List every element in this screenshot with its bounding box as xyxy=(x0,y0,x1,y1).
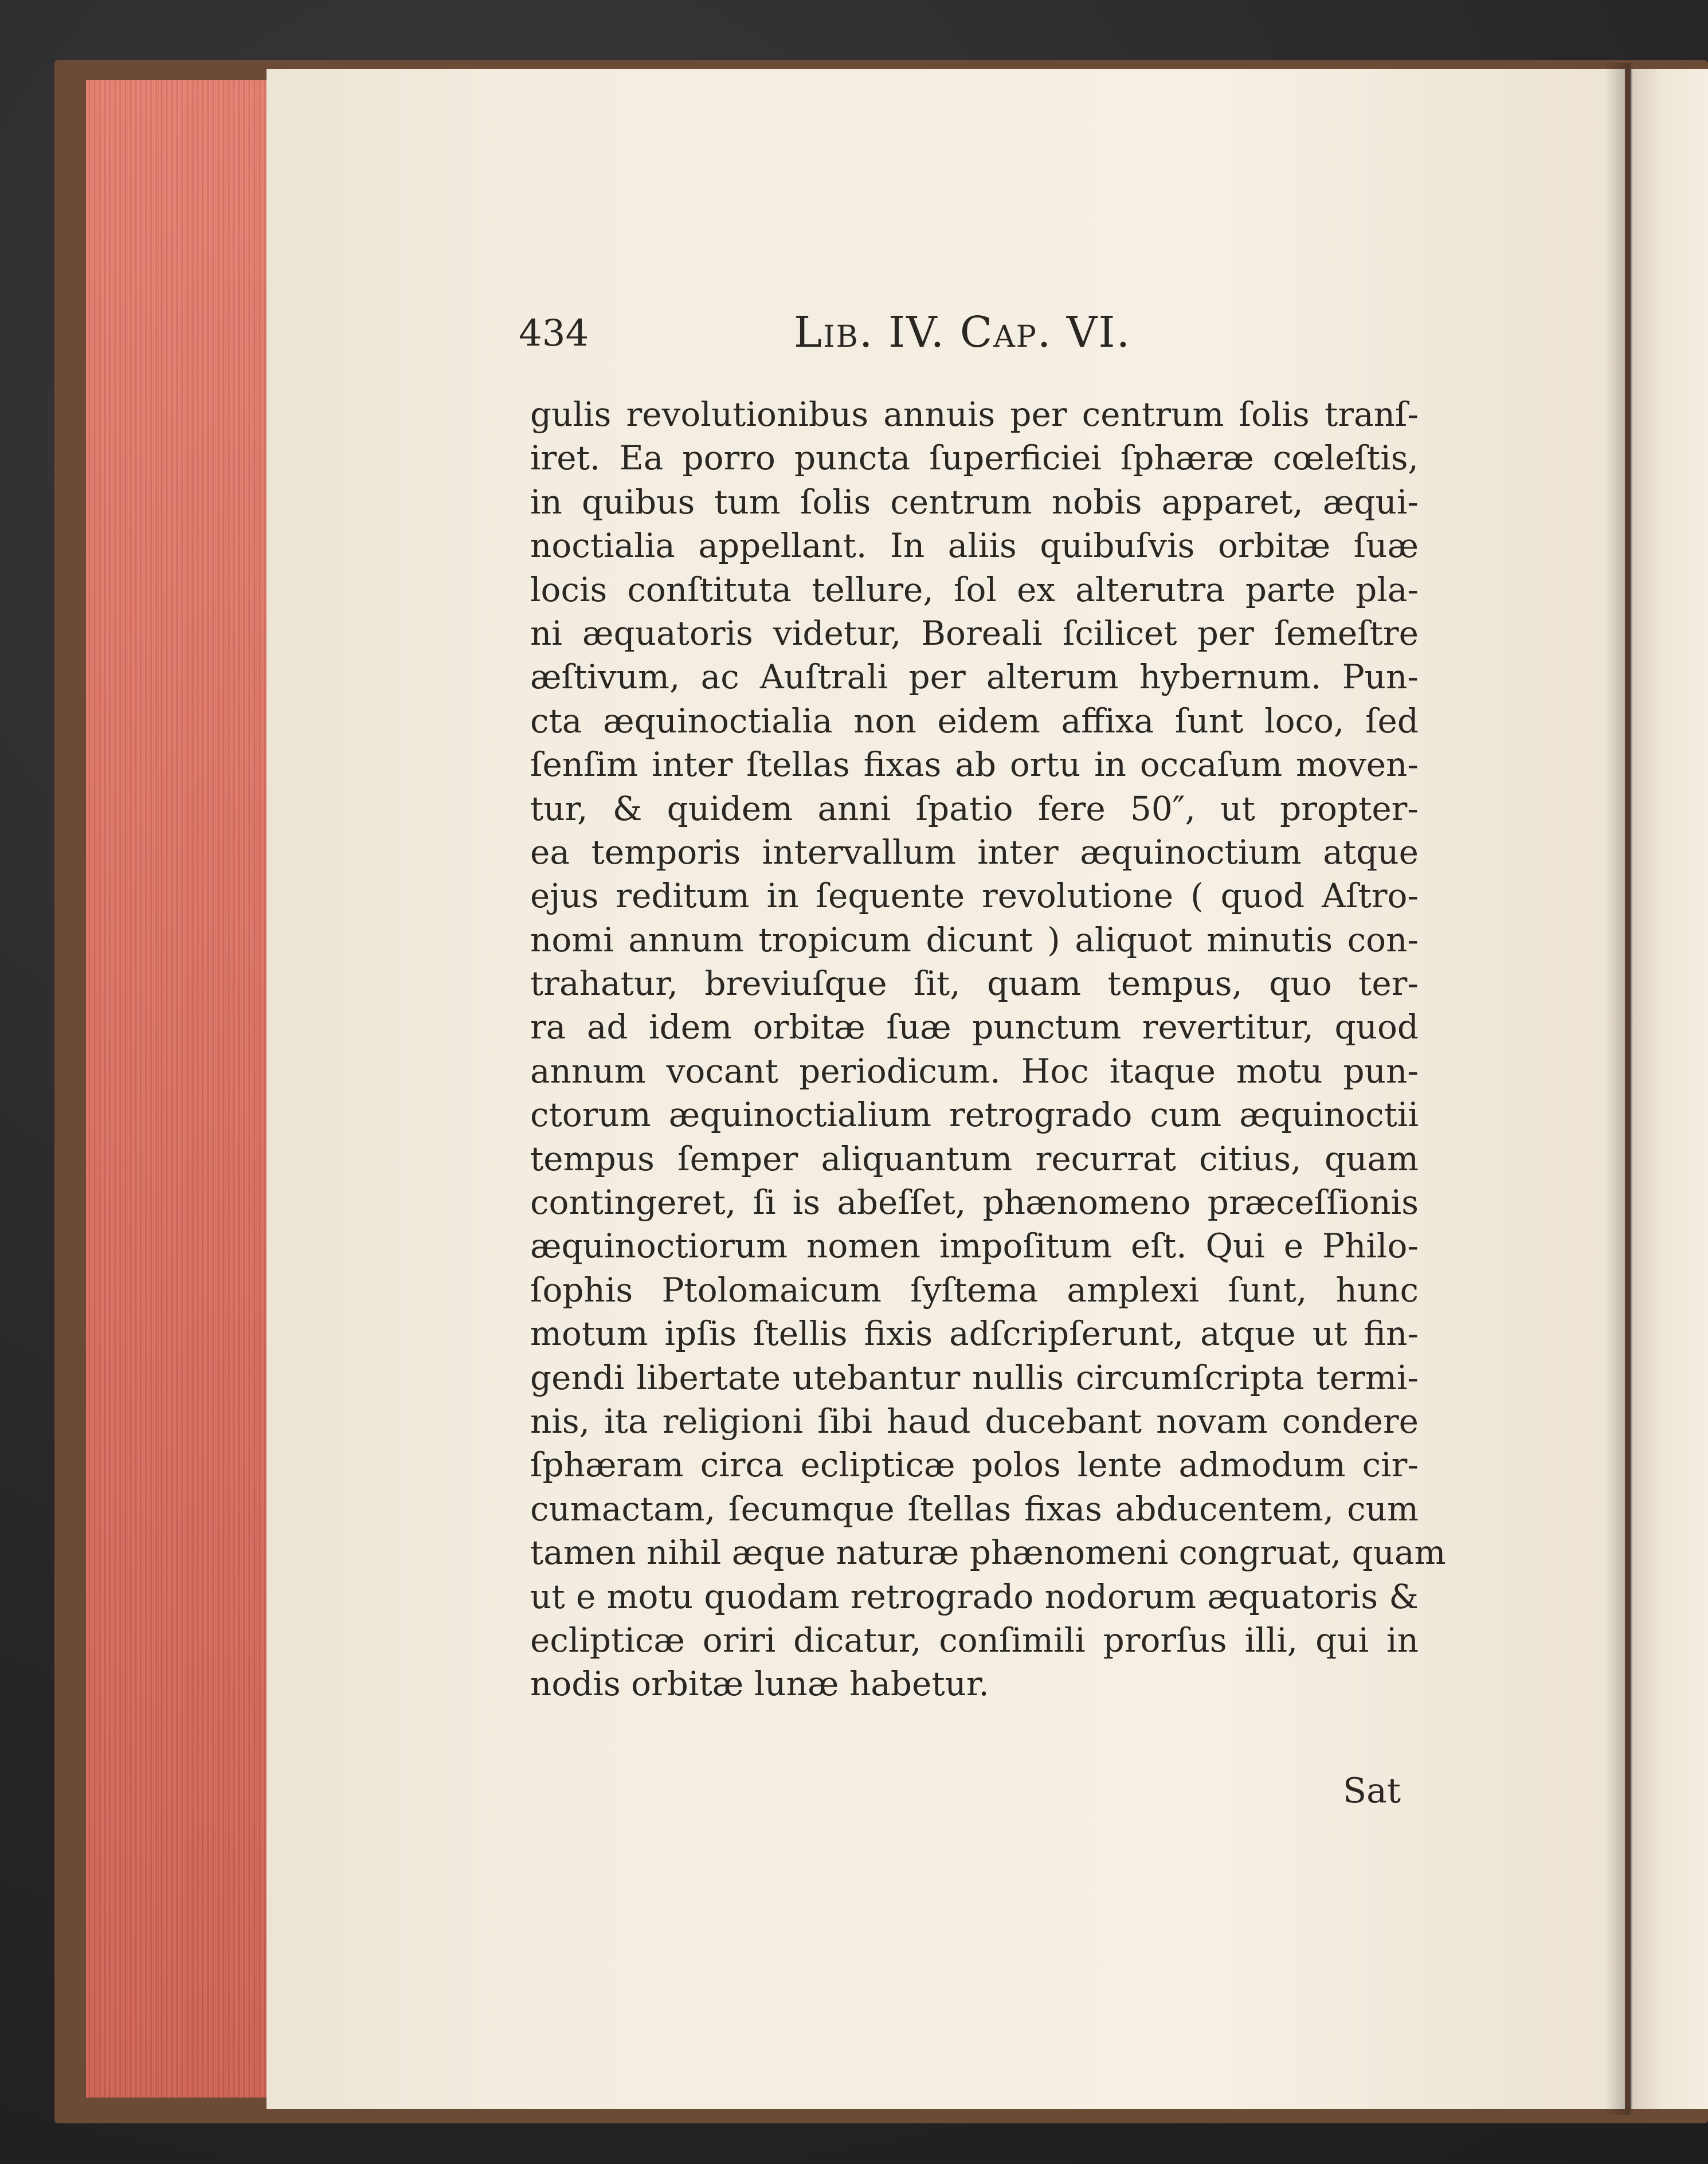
running-head: Lib. IV. Cap. VI. xyxy=(794,308,1131,357)
text-line: motum ipſis ſtellis fixis adſcripſerunt, atque ut fin- xyxy=(530,1314,1419,1354)
body-text xyxy=(530,393,1446,1706)
page-number: 434 xyxy=(519,312,589,355)
text-line: locis conſtituta tellure, ſol ex alterutra parte pla- xyxy=(530,570,1419,609)
text-line: ſenſim inter ſtellas fixas ab ortu in occaſum moven- xyxy=(530,745,1419,785)
text-line: tur, & quidem anni ſpatio fere 50″, ut propter- xyxy=(530,789,1419,828)
text-line: trahatur, breviuſque ſit, quam tempus, quo ter- xyxy=(530,964,1419,1003)
text-line: tempus ſemper aliquantum recurrat citius, quam xyxy=(530,1139,1419,1178)
text-line: ut e motu quodam retrogrado nodorum æquatoris & xyxy=(530,1577,1419,1616)
text-line: nis, ita religioni ſibi haud ducebant novam condere xyxy=(530,1401,1419,1441)
text-line: ſphæram circa eclipticæ polos lente admodum cir- xyxy=(530,1445,1419,1485)
text-line: cta æquinoctialia non eidem affixa ſunt loco, ſed xyxy=(530,701,1419,740)
text-line: ea temporis intervallum inter æquinoctium atque xyxy=(530,832,1419,872)
page-header xyxy=(519,308,1482,370)
text-line: ctorum æquinoctialium retrogrado cum æquinoctii xyxy=(530,1095,1419,1135)
text-line: contingeret, ſi is abeſſet, phænomeno præceſſionis xyxy=(530,1183,1419,1222)
text-line: ra ad idem orbitæ ſuæ punctum revertitur, quod xyxy=(530,1007,1419,1047)
catchword: Sat xyxy=(1343,1771,1401,1811)
text-line: noctialia appellant. In aliis quibuſvis orbitæ ſuæ xyxy=(530,526,1419,566)
text-line: æquinoctiorum nomen impoſitum eſt. Qui e Philo- xyxy=(530,1226,1419,1266)
gutter-shadow xyxy=(1605,63,1631,2115)
text-line: annum vocant periodicum. Hoc itaque motu pun- xyxy=(530,1051,1419,1091)
text-line: iret. Ea porro puncta ſuperficiei ſphæræ cœleſtis, xyxy=(530,438,1419,478)
text-line: tamen nihil æque naturæ phænomeni congruat, quam xyxy=(530,1533,1446,1573)
text-line: ejus reditum in ſequente revolutione ( quod Aſtro- xyxy=(530,876,1419,916)
text-line: gulis revolutionibus annuis per centrum ſolis tranſ- xyxy=(530,395,1419,434)
red-page-edges xyxy=(86,80,270,2098)
facing-page-edge xyxy=(1631,69,1708,2109)
text-line: æſtivum, ac Auſtrali per alterum hybernum. Pun- xyxy=(530,657,1419,697)
text-line: in quibus tum ſolis centrum nobis apparet, æqui- xyxy=(530,482,1419,522)
text-line: gendi libertate utebantur nullis circumſcripta termi- xyxy=(530,1358,1419,1397)
text-line: nomi annum tropicum dicunt ) aliquot minutis con- xyxy=(530,920,1419,959)
text-line: cumactam, ſecumque ſtellas fixas abducentem, cum xyxy=(530,1489,1419,1528)
text-line: ſophis Ptolomaicum ſyſtema amplexi ſunt, hunc xyxy=(530,1270,1419,1310)
text-line: nodis orbitæ lunæ habetur. xyxy=(530,1664,989,1704)
text-line: eclipticæ oriri dicatur, conſimili prorſus illi, qui in xyxy=(530,1620,1419,1660)
text-line: ni æquatoris videtur, Boreali ſcilicet per ſemeſtre xyxy=(530,613,1419,653)
